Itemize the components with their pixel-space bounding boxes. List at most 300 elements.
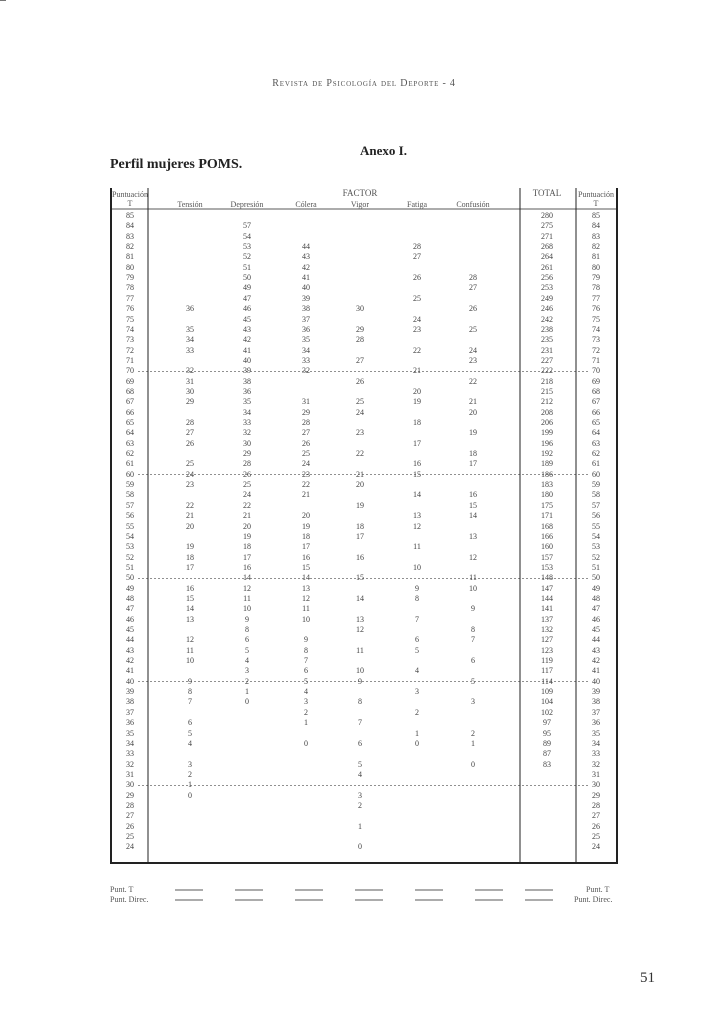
score-left-cell: 35: [126, 728, 134, 738]
score-right-cell: 84: [592, 221, 600, 231]
tension-cell: 19: [186, 542, 194, 552]
score-right-cell: 29: [592, 790, 600, 800]
vigor-cell: 18: [356, 521, 364, 531]
score-right-cell: 81: [592, 252, 600, 262]
colera-cell: 38: [302, 304, 310, 314]
tension-cell: 30: [186, 386, 194, 396]
score-right-cell: 53: [592, 542, 600, 552]
score-right-cell: 83: [592, 231, 600, 241]
score-left-cell: 25: [126, 832, 134, 841]
score-right-cell: 43: [592, 645, 600, 655]
colera-cell: 6: [304, 666, 308, 676]
total-label: TOTAL: [532, 188, 562, 198]
colera-cell: 29: [302, 407, 310, 417]
score-left-cell: 34: [126, 738, 134, 748]
depresion-cell: 42: [243, 335, 251, 345]
depresion-cell: 5: [245, 645, 249, 655]
tension-cell: 28: [186, 418, 194, 427]
total-cell: 186: [541, 469, 553, 479]
total-cell: 95: [543, 728, 551, 738]
vigor-cell: 28: [356, 335, 364, 345]
total-cell: 89: [543, 738, 551, 748]
confusion-cell: 25: [469, 324, 477, 334]
score-right-cell: 64: [592, 428, 600, 438]
total-cell: 275: [541, 221, 553, 231]
score-left-cell: 51: [126, 562, 134, 572]
tension-cell: 33: [186, 345, 194, 355]
confusion-cell: 26: [469, 304, 477, 314]
total-cell: 97: [543, 718, 551, 728]
depresion-cell: 18: [243, 542, 251, 552]
confusion-cell: 11: [469, 573, 477, 583]
total-cell: 242: [541, 314, 553, 324]
score-left-cell: 27: [126, 811, 134, 821]
depresion-cell: 40: [243, 355, 251, 365]
total-cell: 246: [541, 304, 553, 314]
tension-cell: 10: [186, 656, 194, 666]
confusion-cell: 5: [471, 676, 475, 686]
fatiga-cell: 16: [413, 459, 421, 469]
depresion-cell: 4: [245, 656, 249, 666]
vigor-cell: 27: [356, 355, 364, 365]
score-right-cell: 73: [592, 335, 600, 345]
vigor-cell: 12: [356, 625, 364, 634]
score-left-cell: 57: [126, 500, 134, 510]
colera-cell: 10: [302, 614, 310, 624]
tension-cell: 3: [188, 759, 192, 769]
vigor-cell: 4: [358, 769, 362, 779]
confusion-cell: 6: [471, 656, 475, 666]
score-right-cell: 30: [592, 780, 600, 790]
confusion-cell: 14: [469, 511, 477, 521]
score-right-cell: 48: [592, 593, 600, 603]
fatiga-cell: 10: [413, 562, 421, 572]
score-left-cell: 72: [126, 345, 134, 355]
confusion-cell: 2: [471, 728, 475, 738]
footer-punt-t-right: Punt. T: [586, 885, 610, 894]
total-cell: 206: [541, 418, 553, 427]
colera-cell: 17: [302, 542, 310, 552]
confusion-cell: 13: [469, 531, 477, 541]
depresion-cell: 50: [243, 273, 251, 283]
score-right-cell: 50: [592, 573, 600, 583]
total-cell: 268: [541, 242, 553, 252]
fatiga-cell: 4: [415, 666, 419, 676]
fatiga-cell: 13: [413, 511, 421, 521]
confusion-cell: 9: [471, 604, 475, 614]
depresion-cell: 39: [243, 366, 251, 376]
tension-cell: 17: [186, 562, 194, 572]
score-right-cell: 70: [592, 366, 600, 376]
score-right-cell: 68: [592, 386, 600, 396]
score-left-cell: 48: [126, 593, 134, 603]
tension-cell: 5: [188, 728, 192, 738]
fatiga-cell: 24: [413, 314, 421, 324]
vigor-cell: 8: [358, 697, 362, 707]
vigor-cell: 10: [356, 666, 364, 676]
total-cell: 119: [541, 656, 553, 666]
fatiga-cell: 8: [415, 593, 419, 603]
score-right-cell: 49: [592, 583, 600, 593]
total-cell: 264: [541, 252, 553, 262]
colera-cell: 33: [302, 355, 310, 365]
colera-cell: 20: [302, 511, 310, 521]
right-header-line1: Puntuación: [578, 190, 614, 199]
vigor-cell: 19: [356, 500, 364, 510]
tension-cell: 14: [186, 604, 194, 614]
depresion-cell: 24: [243, 490, 251, 500]
total-cell: 104: [541, 697, 553, 707]
score-left-cell: 61: [126, 459, 134, 469]
col-fatiga: Fatiga: [407, 200, 427, 209]
confusion-cell: 27: [469, 283, 477, 293]
vigor-cell: 1: [358, 821, 362, 831]
confusion-cell: 1: [471, 738, 475, 748]
depresion-cell: 57: [243, 221, 251, 231]
score-left-cell: 74: [126, 324, 134, 334]
total-cell: 271: [541, 231, 553, 241]
tension-cell: 6: [188, 718, 192, 728]
colera-cell: 2: [304, 707, 308, 717]
colera-cell: 0: [304, 738, 308, 748]
total-cell: 137: [541, 614, 553, 624]
colera-cell: 27: [302, 428, 310, 438]
colera-cell: 22: [302, 480, 310, 490]
colera-cell: 16: [302, 552, 310, 562]
score-right-cell: 28: [592, 800, 600, 810]
colera-cell: 4: [304, 687, 308, 697]
depresion-cell: 6: [245, 635, 249, 645]
score-left-cell: 80: [126, 262, 134, 272]
col-colera: Cólera: [295, 200, 317, 209]
score-left-cell: 31: [126, 769, 134, 779]
colera-cell: 26: [302, 438, 310, 448]
depresion-cell: 19: [243, 531, 251, 541]
score-right-cell: 45: [592, 625, 600, 634]
tension-cell: 34: [186, 335, 194, 345]
score-left-cell: 83: [126, 231, 134, 241]
tension-cell: 7: [188, 697, 192, 707]
total-cell: 83: [543, 759, 551, 769]
colera-cell: 9: [304, 635, 308, 645]
score-right-cell: 54: [592, 531, 600, 541]
confusion-cell: 21: [469, 397, 477, 407]
total-cell: 253: [541, 283, 553, 293]
depresion-cell: 1: [245, 687, 249, 697]
total-cell: 144: [541, 593, 553, 603]
score-left-cell: 70: [126, 366, 134, 376]
score-left-cell: 59: [126, 480, 134, 490]
total-cell: 147: [541, 583, 553, 593]
score-right-cell: 47: [592, 604, 600, 614]
tension-cell: 36: [186, 304, 194, 314]
depresion-cell: 17: [243, 552, 251, 562]
depresion-cell: 8: [245, 625, 249, 634]
score-left-cell: 53: [126, 542, 134, 552]
colera-cell: 42: [302, 262, 310, 272]
score-left-cell: 54: [126, 531, 134, 541]
colera-cell: 19: [302, 521, 310, 531]
footer-punt-direc: Punt. Direc.: [110, 895, 149, 904]
total-cell: 160: [541, 542, 553, 552]
vigor-cell: 15: [356, 573, 364, 583]
vigor-cell: 25: [356, 397, 364, 407]
vigor-cell: 11: [356, 645, 364, 655]
fatiga-cell: 25: [413, 293, 421, 303]
score-left-cell: 32: [126, 759, 134, 769]
score-left-cell: 63: [126, 438, 134, 448]
total-cell: 168: [541, 521, 553, 531]
score-left-cell: 78: [126, 283, 134, 293]
total-cell: 148: [541, 573, 553, 583]
confusion-cell: 24: [469, 345, 477, 355]
total-cell: 238: [541, 324, 553, 334]
vigor-cell: 30: [356, 304, 364, 314]
score-right-cell: 63: [592, 438, 600, 448]
score-right-cell: 62: [592, 449, 600, 459]
total-cell: 153: [541, 562, 553, 572]
score-left-cell: 41: [126, 666, 134, 676]
score-left-cell: 44: [126, 635, 134, 645]
fatiga-cell: 15: [413, 469, 421, 479]
col-tension: Tensión: [177, 200, 203, 209]
total-cell: 183: [541, 480, 553, 490]
score-right-cell: 66: [592, 407, 600, 417]
depresion-cell: 14: [243, 573, 251, 583]
score-left-cell: 52: [126, 552, 134, 562]
score-left-cell: 62: [126, 449, 134, 459]
depresion-cell: 9: [245, 614, 249, 624]
fatiga-cell: 1: [415, 728, 419, 738]
colera-cell: 7: [304, 656, 308, 666]
score-left-cell: 69: [126, 376, 134, 386]
depresion-cell: 41: [243, 345, 251, 355]
score-left-cell: 28: [126, 800, 134, 810]
score-right-cell: 61: [592, 459, 600, 469]
colera-cell: 32: [302, 366, 310, 376]
score-right-cell: 41: [592, 666, 600, 676]
total-cell: 180: [541, 490, 553, 500]
tension-cell: 25: [186, 459, 194, 469]
vigor-cell: 13: [356, 614, 364, 624]
footer-punt-direc-right: Punt. Direc.: [574, 895, 613, 904]
tension-cell: 23: [186, 480, 194, 490]
total-cell: 261: [541, 262, 553, 272]
fatiga-cell: 21: [413, 366, 421, 376]
tension-cell: 15: [186, 593, 194, 603]
fatiga-cell: 2: [415, 707, 419, 717]
vigor-cell: 20: [356, 480, 364, 490]
depresion-cell: 30: [243, 438, 251, 448]
score-right-cell: 40: [592, 676, 600, 686]
colera-cell: 39: [302, 293, 310, 303]
fatiga-cell: 9: [415, 583, 419, 593]
colera-cell: 41: [302, 273, 310, 283]
score-right-cell: 37: [592, 707, 600, 717]
fatiga-cell: 20: [413, 386, 421, 396]
tension-cell: 9: [188, 676, 192, 686]
total-cell: 249: [541, 293, 553, 303]
score-right-cell: 74: [592, 324, 600, 334]
vigor-cell: 29: [356, 324, 364, 334]
score-left-cell: 39: [126, 687, 134, 697]
depresion-cell: 32: [243, 428, 251, 438]
confusion-cell: 7: [471, 635, 475, 645]
total-cell: 109: [541, 687, 553, 697]
confusion-cell: 3: [471, 697, 475, 707]
score-left-cell: 73: [126, 335, 134, 345]
colera-cell: 8: [304, 645, 308, 655]
total-cell: 114: [541, 676, 553, 686]
depresion-cell: 54: [243, 231, 251, 241]
vigor-cell: 6: [358, 738, 362, 748]
total-cell: 189: [541, 459, 553, 469]
fatiga-cell: 17: [413, 438, 421, 448]
total-cell: 132: [541, 625, 553, 634]
tension-cell: 35: [186, 324, 194, 334]
depresion-cell: 21: [243, 511, 251, 521]
score-left-cell: 36: [126, 718, 134, 728]
confusion-cell: 8: [471, 625, 475, 634]
total-cell: 171: [541, 511, 553, 521]
score-right-cell: 72: [592, 345, 600, 355]
score-right-cell: 76: [592, 304, 600, 314]
fatiga-cell: 22: [413, 345, 421, 355]
total-cell: 157: [541, 552, 553, 562]
depresion-cell: 28: [243, 459, 251, 469]
corner-mark: [0, 0, 6, 5]
score-right-cell: 55: [592, 521, 600, 531]
colera-cell: 36: [302, 324, 310, 334]
score-left-cell: 45: [126, 625, 134, 634]
tension-cell: 29: [186, 397, 194, 407]
vigor-cell: 22: [356, 449, 364, 459]
total-cell: 256: [541, 273, 553, 283]
left-header-line2: T: [127, 199, 133, 208]
score-left-cell: 37: [126, 707, 134, 717]
depresion-cell: 20: [243, 521, 251, 531]
depresion-cell: 35: [243, 397, 251, 407]
score-left-cell: 38: [126, 697, 134, 707]
colera-cell: 12: [302, 593, 310, 603]
vigor-cell: 2: [358, 800, 362, 810]
depresion-cell: 36: [243, 386, 251, 396]
tension-cell: 8: [188, 687, 192, 697]
colera-cell: 11: [302, 604, 310, 614]
depresion-cell: 52: [243, 252, 251, 262]
vigor-cell: 17: [356, 531, 364, 541]
score-left-cell: 60: [126, 469, 134, 479]
score-right-cell: 24: [592, 842, 600, 852]
score-right-cell: 38: [592, 697, 600, 707]
page-number: 51: [640, 970, 655, 986]
depresion-cell: 34: [243, 407, 251, 417]
fatiga-cell: 27: [413, 252, 421, 262]
colera-cell: 21: [302, 490, 310, 500]
score-right-cell: 32: [592, 759, 600, 769]
score-left-cell: 77: [126, 293, 134, 303]
depresion-cell: 2: [245, 676, 249, 686]
tension-cell: 32: [186, 366, 194, 376]
colera-cell: 13: [302, 583, 310, 593]
colera-cell: 18: [302, 531, 310, 541]
running-header: Revista de Psicología del Deporte - 4: [272, 78, 456, 89]
score-left-cell: 84: [126, 221, 134, 231]
colera-cell: 40: [302, 283, 310, 293]
factor-label: FACTOR: [342, 188, 378, 198]
score-left-cell: 47: [126, 604, 134, 614]
total-cell: 231: [541, 345, 553, 355]
tension-cell: 4: [188, 738, 192, 748]
score-right-cell: 51: [592, 562, 600, 572]
score-right-cell: 42: [592, 656, 600, 666]
depresion-cell: 38: [243, 376, 251, 386]
total-cell: 196: [541, 438, 553, 448]
score-right-cell: 33: [592, 749, 600, 759]
tension-cell: 16: [186, 583, 194, 593]
vigor-cell: 26: [356, 376, 364, 386]
tension-cell: 1: [188, 780, 192, 790]
tension-cell: 18: [186, 552, 194, 562]
vigor-cell: 9: [358, 676, 362, 686]
total-cell: 166: [541, 531, 553, 541]
score-left-cell: 64: [126, 428, 134, 438]
score-left-cell: 29: [126, 790, 134, 800]
colera-cell: 15: [302, 562, 310, 572]
tension-cell: 20: [186, 521, 194, 531]
depresion-cell: 43: [243, 324, 251, 334]
footer-blank-lines: [0, 880, 728, 910]
score-right-cell: 27: [592, 811, 600, 821]
fatiga-cell: 18: [413, 418, 421, 427]
score-left-cell: 68: [126, 386, 134, 396]
total-cell: 280: [541, 211, 553, 220]
score-right-cell: 36: [592, 718, 600, 728]
confusion-cell: 15: [469, 500, 477, 510]
depresion-cell: 47: [243, 293, 251, 303]
score-left-cell: 85: [126, 211, 134, 220]
total-cell: 199: [541, 428, 553, 438]
total-cell: 117: [541, 666, 553, 676]
score-left-cell: 82: [126, 242, 134, 252]
profile-title: Perfil mujeres POMS.: [110, 157, 243, 172]
col-depresion: Depresión: [230, 200, 264, 209]
tension-cell: 26: [186, 438, 194, 448]
score-right-cell: 85: [592, 211, 600, 220]
col-vigor: Vigor: [350, 200, 370, 209]
fatiga-cell: 14: [413, 490, 421, 500]
tension-cell: 12: [186, 635, 194, 645]
depresion-cell: 45: [243, 314, 251, 324]
total-cell: 123: [541, 645, 553, 655]
total-cell: 127: [541, 635, 553, 645]
colera-cell: 23: [302, 469, 310, 479]
score-right-cell: 26: [592, 821, 600, 831]
confusion-cell: 19: [469, 428, 477, 438]
score-right-cell: 56: [592, 511, 600, 521]
colera-cell: 31: [302, 397, 310, 407]
score-left-cell: 24: [126, 842, 134, 852]
score-left-cell: 66: [126, 407, 134, 417]
fatiga-cell: 6: [415, 635, 419, 645]
colera-cell: 34: [302, 345, 310, 355]
confusion-cell: 16: [469, 490, 477, 500]
vigor-cell: 24: [356, 407, 364, 417]
score-left-cell: 30: [126, 780, 134, 790]
vigor-cell: 21: [356, 469, 364, 479]
right-header-line2: T: [593, 199, 599, 208]
left-header-line1: Puntuación: [112, 190, 148, 199]
